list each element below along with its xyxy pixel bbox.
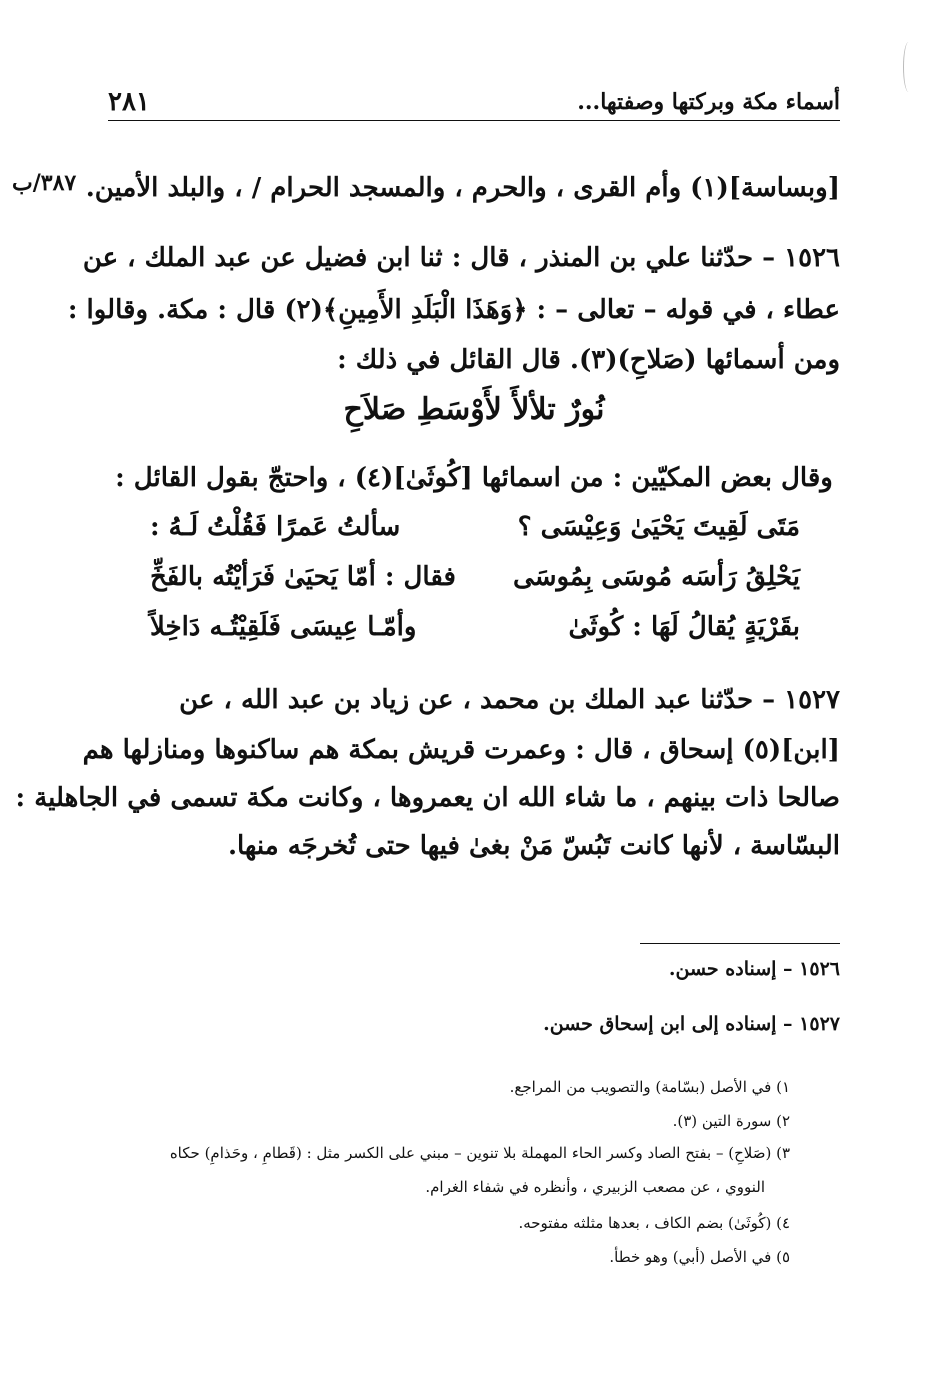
text-line: صالحا ذات بينهم ، ما شاء الله ان يعمروها ، وكانت مكة تسمى في الجاهلية : (15, 783, 840, 813)
page-edge-mark (903, 42, 914, 92)
poem-first-hemistich: وأمّـا عِيسَى فَلَقِيْتُـه دَاخِلاً (150, 612, 417, 642)
poem-second-hemistich: مَتَى لَقِيتَ يَحْيَىٰ وَعِيْسَى ؟ (517, 512, 800, 542)
poem-first-hemistich: سألتُ عَمرًا فَقُلْتُ لَـهُ : (150, 512, 401, 542)
footnote: ٥) في الأصل (أبي) وهو خطأ. (609, 1248, 790, 1266)
poem-second-hemistich: بقَرْيَةٍ يُقالُ لَهَا : كُوثَىٰ (568, 612, 800, 642)
hadith-1527-line: ١٥٢٧ – حدّثنا عبد الملك بن محمد ، عن زياد بن عبد الله ، عن (179, 685, 840, 715)
footnote-continuation: النووي ، عن مصعب الزبيري ، وأنظره في شفاء الغرام. (425, 1178, 765, 1196)
footnote-separator (640, 943, 840, 944)
text-line: عطاء ، في قوله – تعالى – : ﴿وَهَذَا الْبَلَدِ الأَمِينِ﴾(٢) قال : مكة. وقالوا : (67, 295, 840, 325)
running-head: أسماء مكة وبركتها وصفتها... (577, 89, 840, 115)
text-line: [وبساسة](١) وأم القرى ، والحرم ، والمسجد الحرام / ، والبلد الأمين. (85, 173, 840, 203)
text-line: [ابن](٥) إسحاق ، قال : وعمرت قريش بمكة هم ساكنوها ومنازلها هم (82, 735, 840, 765)
manuscript-folio-note: ٣٨٧/ب (12, 170, 77, 196)
page-header (108, 84, 840, 121)
poem-first-hemistich: فقال : أمّا يَحيَىٰ فَرَأيْتُه بالفَخِّ (150, 562, 456, 592)
takhrij-note: ١٥٢٦ – إسناده حسن. (668, 958, 840, 980)
poem-verse (150, 512, 800, 556)
footnote: ٤) (كُوثَىٰ) بضم الكاف ، بعدها مثلثه مفتوحه. (518, 1214, 790, 1232)
takhrij-note: ١٥٢٧ – إسناده إلى ابن إسحاق حسن. (543, 1013, 840, 1035)
hadith-1526-line: ١٥٢٦ – حدّثنا علي بن المنذر ، قال : ثنا ابن فضيل عن عبد الملك ، عن (82, 243, 840, 273)
footnote: ٢) سورة التين (٣). (672, 1112, 790, 1130)
text-line: البسّاسة ، لأنها كانت تَبُسّ مَنْ بغىٰ فيها حتى تُخرجَه منها. (227, 831, 840, 861)
poem-verse (150, 612, 800, 656)
footnote: ٣) (صَلاحِ) – بفتح الصاد وكسر الحاء المهملة بلا تنوين – مبني على الكسر مثل : (قَطامِ ، وحَذامِ) حكاه (169, 1144, 790, 1162)
text-line: وقال بعض المكيّين : من اسمائها [كُوثَىٰ](٤) ، واحتجّ بقول القائل : (115, 463, 833, 493)
poem-second-hemistich: يَحْلِقُ رَأسَه مُوسَى بِمُوسَى (513, 562, 800, 592)
page-number: ٢٨١ (108, 87, 150, 117)
footnote: ١) في الأصل (بسّامة) والتصويب من المراجع. (509, 1078, 790, 1096)
verse-line: نُورٌ تلألأَ لأَوْسَطِ صَلاَحِ (343, 392, 605, 427)
poem-verse (150, 562, 800, 606)
text-line: ومن أسمائها (صَلاحِ)(٣). قال القائل في ذلك : (337, 345, 840, 375)
